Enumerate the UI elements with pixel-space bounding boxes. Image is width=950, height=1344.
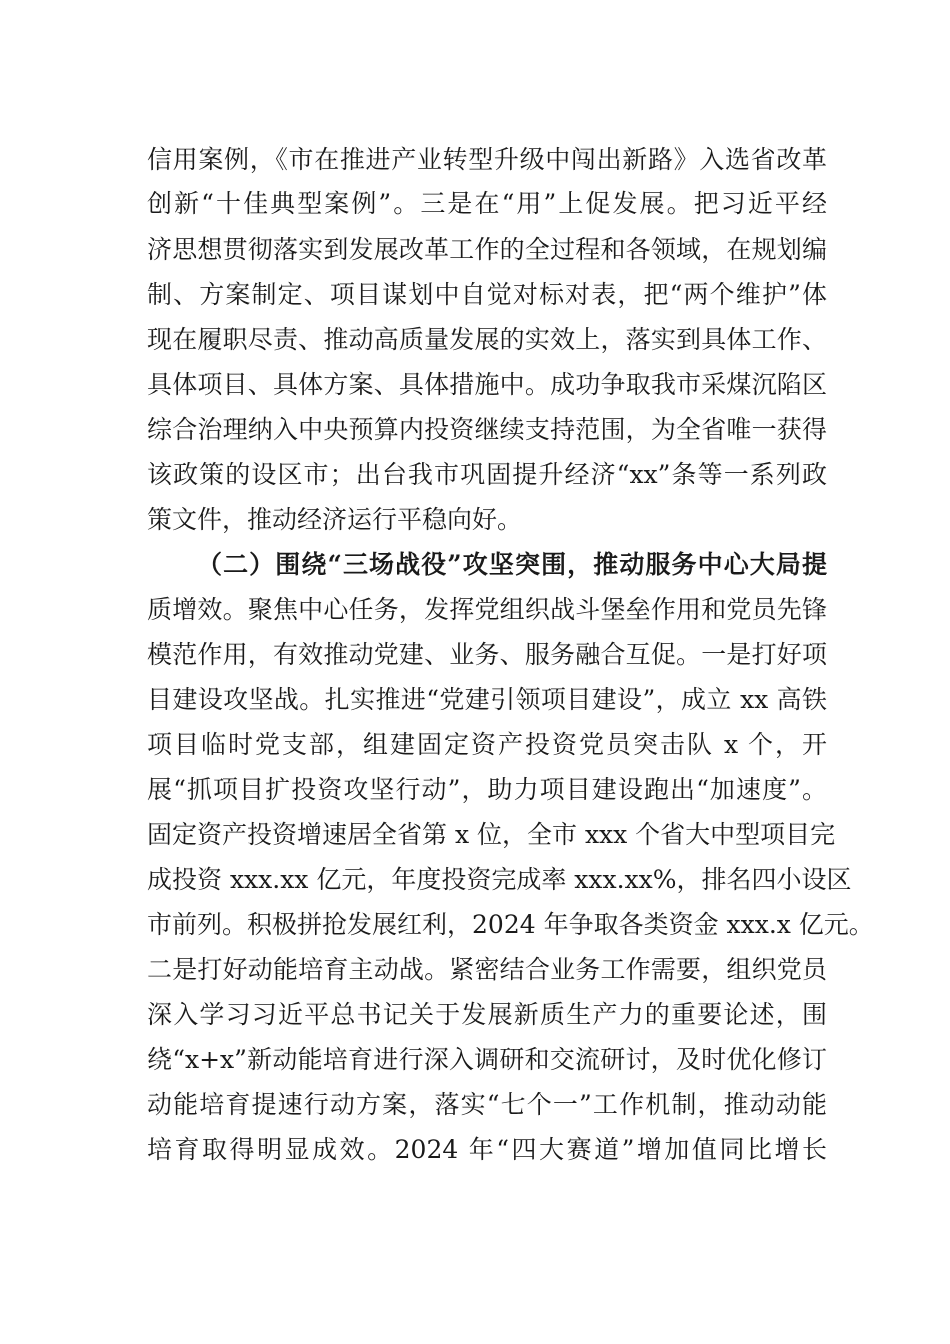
- text-line-5: 现在履职尽责、推动高质量发展的实效上，落实到具体工作、: [147, 325, 827, 354]
- text-line-9: 策文件，推动经济运行平稳向好。: [147, 505, 523, 534]
- text-line-18: 市前列。积极拼抢发展红利，2024 年争取各类资金 xxx.x 亿元。: [147, 910, 874, 939]
- text-line-22: 动能培育提速行动方案，落实“七个一”工作机制，推动动能: [147, 1090, 827, 1119]
- text-line-17: 成投资 xxx.xx 亿元，年度投资完成率 xxx.xx%，排名四小设区: [147, 865, 852, 894]
- text-line-14: 项目临时党支部，组建固定资产投资党员突击队 x 个，开: [147, 730, 827, 759]
- text-line-15: 展“抓项目扩投资攻坚行动”，助力项目建设跑出“加速度”。: [147, 775, 827, 804]
- text-line-16: 固定资产投资增速居全省第 x 位，全市 xxx 个省大中型项目完: [147, 820, 836, 849]
- text-line-23: 培育取得明显成效。2024 年“四大赛道”增加值同比增长: [147, 1135, 827, 1164]
- text-line-4: 制、方案制定、项目谋划中自觉对标对表，把“两个维护”体: [147, 280, 827, 309]
- text-line-21: 绕“x+x”新动能培育进行深入调研和交流研讨，及时优化修订: [147, 1045, 827, 1074]
- text-line-7: 综合治理纳入中央预算内投资继续支持范围，为全省唯一获得: [147, 415, 827, 444]
- text-line-6: 具体项目、具体方案、具体措施中。成功争取我市采煤沉陷区: [147, 370, 827, 399]
- text-line-11: 质增效。聚焦中心任务，发挥党组织战斗堡垒作用和党员先锋: [147, 595, 827, 624]
- text-line-3: 济思想贯彻落实到发展改革工作的全过程和各领域，在规划编: [147, 235, 827, 264]
- text-line-8: 该政策的设区市；出台我市巩固提升经济“xx”条等一系列政: [147, 460, 827, 489]
- text-line-1: 信用案例，《市在推进产业转型升级中闯出新路》入选省改革: [147, 145, 827, 174]
- text-line-2: 创新“十佳典型案例”。三是在“用”上促发展。把习近平经: [147, 189, 827, 218]
- text-line-13: 目建设攻坚战。扎实推进“党建引领项目建设”，成立 xx 高铁: [147, 685, 827, 714]
- section-heading-line: （二）围绕“三场战役”攻坚突围，推动服务中心大局提: [197, 550, 827, 579]
- text-line-12: 模范作用，有效推动党建、业务、服务融合互促。一是打好项: [147, 640, 827, 669]
- text-line-19: 二是打好动能培育主动战。紧密结合业务工作需要，组织党员: [147, 955, 827, 984]
- text-line-20: 深入学习习近平总书记关于发展新质生产力的重要论述，围: [147, 1000, 827, 1029]
